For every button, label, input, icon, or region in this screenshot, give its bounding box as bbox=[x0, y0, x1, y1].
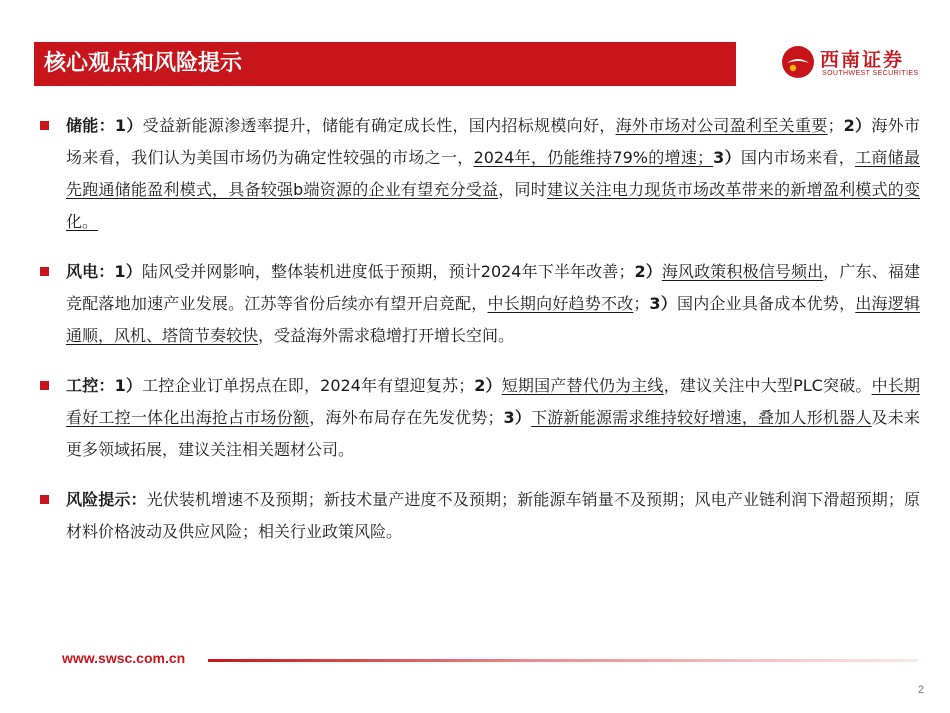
underlined-text: 中长期看好工控一体化出海抢占市场份额 bbox=[66, 376, 920, 427]
section-heading: 工控： bbox=[66, 376, 115, 395]
underlined-text: 短期国产替代仍为主线 bbox=[501, 376, 664, 395]
page-number: 2 bbox=[918, 684, 925, 696]
point-number: 2） bbox=[843, 116, 872, 135]
underlined-text: 2024年，仍能维持79%的增速； bbox=[473, 148, 714, 167]
body-text: ，受益海外需求稳增打开增长空间。 bbox=[258, 326, 515, 345]
body-text: ，海外布局存在先发优势； bbox=[309, 408, 504, 427]
underlined-text: 海外市场对公司盈利至关重要 bbox=[615, 116, 828, 135]
company-logo bbox=[780, 44, 930, 84]
section-wind bbox=[38, 256, 920, 352]
section-risk bbox=[38, 484, 920, 548]
section-storage-text bbox=[66, 110, 920, 238]
point-number: 2） bbox=[634, 262, 662, 281]
point-number: 1） bbox=[114, 116, 143, 135]
page-title: 核心观点和风险提示 bbox=[34, 42, 736, 86]
section-heading: 风电： bbox=[66, 262, 115, 281]
bullet-square-icon bbox=[40, 495, 49, 504]
section-heading: 储能： bbox=[66, 116, 115, 135]
body-text: ，建议关注中大型PLC突破。 bbox=[663, 376, 872, 395]
body-text: 光伏装机增速不及预期；新技术量产进度不及预期；新能源车销量不及预期；风电产业链利润下滑超预期；原材料价格波动及供应风险；相关行业政策风险。 bbox=[66, 490, 920, 541]
point-number: 1） bbox=[114, 262, 142, 281]
body-text: ，广东、福建竞配落地加速产业发展。江苏等省份后续亦有望开启竞配， bbox=[66, 262, 920, 313]
body-text: ，同时 bbox=[498, 180, 547, 199]
body-text: 海外市场来看，我们认为美国市场仍为确定性较强的市场之一， bbox=[66, 116, 920, 167]
underlined-text: 工商储最先跑通储能盈利模式，具备较强b端资源的企业有望充分受益 bbox=[66, 148, 920, 199]
underlined-text: 海风政策积极信号频出 bbox=[661, 262, 824, 281]
logo-emblem-icon bbox=[780, 44, 816, 80]
section-risk-text bbox=[66, 484, 920, 548]
body-text: 陆风受并网影响，整体装机进度低于预期，预计2024年下半年改善； bbox=[141, 262, 635, 281]
section-control-text bbox=[66, 370, 920, 466]
footer-website-link[interactable]: www.swsc.com.cn bbox=[62, 650, 186, 666]
body-text: 国内企业具备成本优势， bbox=[676, 294, 856, 313]
body-text: 工控企业订单拐点在即，2024年有望迎复苏； bbox=[142, 376, 475, 395]
point-number: 3） bbox=[503, 408, 532, 427]
body-text: 受益新能源渗透率提升，储能有确定成长性，国内招标规模向好， bbox=[142, 116, 616, 135]
underlined-text: 出海逻辑通顺，风机、塔筒节奏较快 bbox=[66, 294, 920, 345]
section-control bbox=[38, 370, 920, 466]
section-wind-text bbox=[66, 256, 920, 352]
underlined-text: 建议关注电力现货市场改革带来的新增盈利模式的变化。 bbox=[66, 180, 920, 231]
point-number: 3） bbox=[649, 294, 677, 313]
body-text: 及未来更多领域拓展，建议关注相关题材公司。 bbox=[66, 408, 920, 459]
section-storage bbox=[38, 110, 920, 238]
underlined-text: 中长期向好趋势不改 bbox=[487, 294, 634, 313]
point-number: 2） bbox=[474, 376, 502, 395]
section-heading: 风险提示： bbox=[66, 490, 147, 509]
bullet-list bbox=[38, 110, 920, 566]
bullet-square-icon bbox=[40, 121, 49, 130]
underlined-text: 下游新能源需求维持较好增速，叠加人形机器人 bbox=[531, 408, 872, 427]
body-text: 国内市场来看， bbox=[740, 148, 856, 167]
logo-text-en: SOUTHWEST SECURITIES bbox=[822, 70, 919, 77]
body-text: ； bbox=[633, 294, 650, 313]
body-text: ； bbox=[827, 116, 844, 135]
bullet-square-icon bbox=[40, 381, 49, 390]
bullet-square-icon bbox=[40, 267, 49, 276]
logo-text-cn: 西南证券 bbox=[820, 49, 905, 71]
footer-divider bbox=[208, 659, 918, 662]
point-number: 3） bbox=[713, 148, 741, 167]
point-number: 1） bbox=[114, 376, 143, 395]
